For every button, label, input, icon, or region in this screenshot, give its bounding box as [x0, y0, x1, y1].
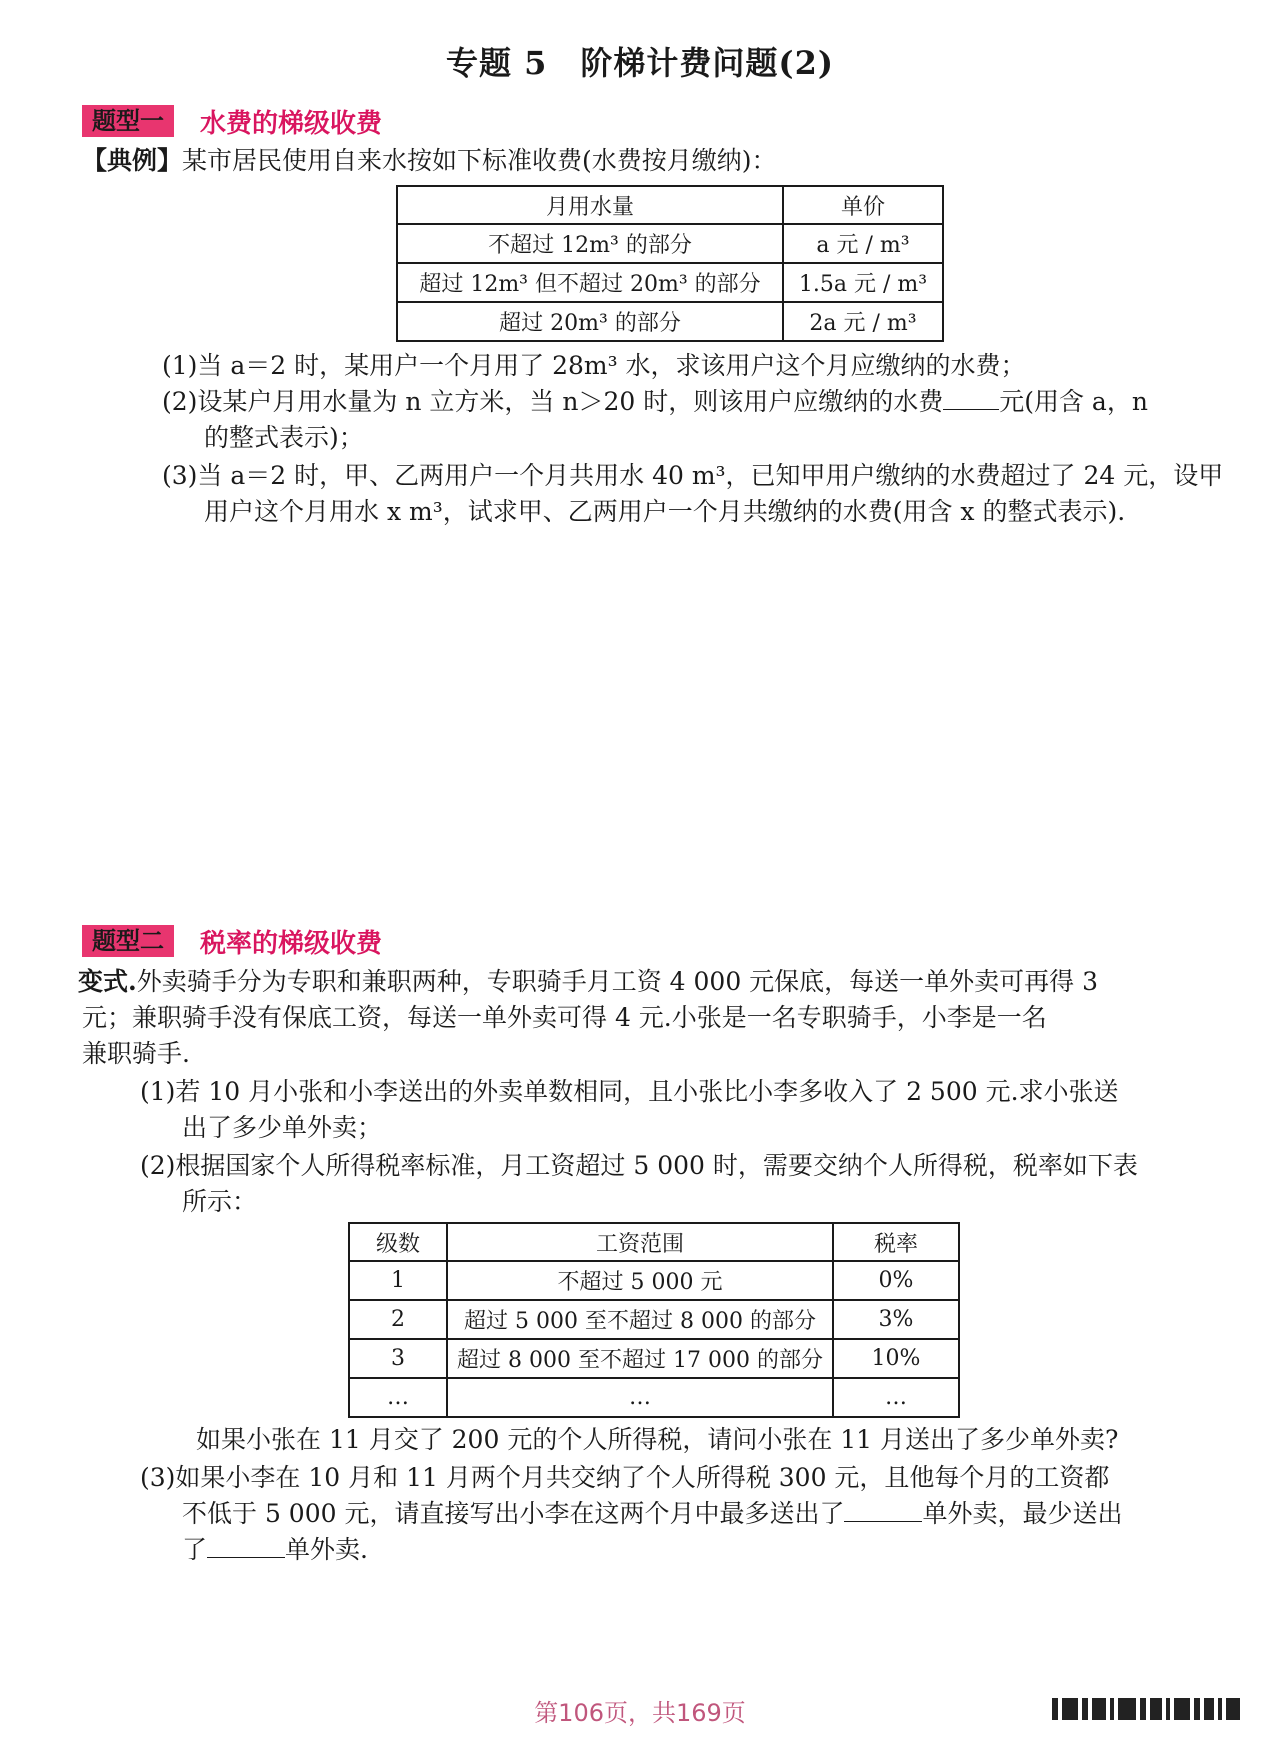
question-2-1: (1)若 10 月小张和小李送出的外卖单数相同，且小张比小李多收入了 2 500 元.求小张送	[140, 1077, 1119, 1106]
question-2-3-cont2: 了 单外卖.	[182, 1535, 368, 1564]
table-row	[349, 1300, 959, 1339]
table-cell: a 元 / m³	[783, 224, 943, 263]
answer-blank-min	[207, 1533, 285, 1558]
table-cell: 超过 12m³ 但不超过 20m³ 的部分	[397, 263, 783, 302]
table-cell: 2	[349, 1300, 447, 1339]
variant-label: 变式.	[78, 967, 137, 996]
answer-blank	[943, 385, 999, 410]
table-row	[397, 263, 943, 302]
table-cell: …	[833, 1378, 959, 1417]
table-cell: 3%	[833, 1300, 959, 1339]
table-cell: 10%	[833, 1339, 959, 1378]
section-1-header	[82, 104, 382, 138]
section-1-heading: 水费的梯级收费	[200, 108, 383, 139]
intro-text: 某市居民使用自来水按如下标准收费(水费按月缴纳)：	[182, 146, 777, 175]
question-2-2: (2)根据国家个人所得税率标准，月工资超过 5 000 时，需要交纳个人所得税，税率如下表	[140, 1151, 1138, 1180]
table-header-cell: 税率	[833, 1223, 959, 1261]
table-row	[349, 1261, 959, 1300]
scan-marks	[1052, 1698, 1244, 1720]
answer-blank-max	[844, 1497, 922, 1522]
section-1-intro	[82, 143, 777, 179]
section-2-intro-line3: 兼职骑手.	[82, 1039, 190, 1068]
table-cell: 超过 8 000 至不超过 17 000 的部分	[447, 1339, 833, 1378]
intro-label: 【典例】	[82, 146, 183, 175]
question-1-3-cont: 用户这个月用水 x m³，试求甲、乙两用户一个月共缴纳的水费(用含 x 的整式表示).	[204, 497, 1126, 526]
table-cell: 超过 20m³ 的部分	[397, 302, 783, 341]
water-fee-table	[396, 185, 944, 342]
table-cell: 3	[349, 1339, 447, 1378]
question-2-3-cont: 不低于 5 000 元，请直接写出小李在这两个月中最多送出了 单外卖，最少送出	[182, 1499, 1123, 1528]
table-cell: 不超过 5 000 元	[447, 1261, 833, 1300]
table-header-row	[397, 186, 943, 224]
question-2-2-cont: 所示：	[182, 1187, 258, 1216]
table-header-cell: 单价	[783, 186, 943, 224]
table-row	[397, 302, 943, 341]
section-1-tag: 题型一	[82, 105, 174, 137]
table-row	[397, 224, 943, 263]
page-title: 专题 5 阶梯计费问题(2)	[446, 44, 834, 82]
section-2-intro: 变式.外卖骑手分为专职和兼职两种，专职骑手月工资 4 000 元保底，每送一单外卖可再得 3	[78, 967, 1099, 996]
table-row	[349, 1339, 959, 1378]
question-2-1-cont: 出了多少单外卖；	[182, 1113, 383, 1142]
table-cell: 0%	[833, 1261, 959, 1300]
section-2-tag: 题型二	[82, 925, 174, 957]
question-1-2-cont: 的整式表示)；	[204, 423, 364, 452]
table-header-cell: 工资范围	[447, 1223, 833, 1261]
section-2-heading: 税率的梯级收费	[200, 928, 383, 959]
table-cell: …	[447, 1378, 833, 1417]
table-cell: 不超过 12m³ 的部分	[397, 224, 783, 263]
question-2-2-ask: 如果小张在 11 月交了 200 元的个人所得税，请问小张在 11 月送出了多少单外卖?	[196, 1425, 1119, 1454]
question-1-2: (2)设某户月用水量为 n 立方米，当 n＞20 时，则该用户应缴纳的水费 元(用含 a，n	[162, 387, 1148, 416]
table-header-row	[349, 1223, 959, 1261]
table-header-cell: 级数	[349, 1223, 447, 1261]
table-cell: 超过 5 000 至不超过 8 000 的部分	[447, 1300, 833, 1339]
question-2-3: (3)如果小李在 10 月和 11 月两个月共交纳了个人所得税 300 元，且他每个月的工资都	[140, 1463, 1110, 1492]
page-footer: 第106页，共169页	[534, 1699, 746, 1727]
section-2-header	[82, 924, 382, 958]
table-row	[349, 1378, 959, 1417]
table-cell: …	[349, 1378, 447, 1417]
table-cell: 1.5a 元 / m³	[783, 263, 943, 302]
table-cell: 1	[349, 1261, 447, 1300]
question-1-1: (1)当 a＝2 时，某用户一个月用了 28m³ 水，求该用户这个月应缴纳的水费；	[162, 351, 1026, 380]
tax-rate-table	[348, 1222, 960, 1418]
table-header-cell: 月用水量	[397, 186, 783, 224]
section-2-intro-line2: 元；兼职骑手没有保底工资，每送一单外卖可得 4 元.小张是一名专职骑手，小李是一名	[82, 1003, 1047, 1032]
question-1-3: (3)当 a＝2 时，甲、乙两用户一个月共用水 40 m³，已知甲用户缴纳的水费超过了 24 元，设甲	[162, 461, 1224, 490]
table-cell: 2a 元 / m³	[783, 302, 943, 341]
